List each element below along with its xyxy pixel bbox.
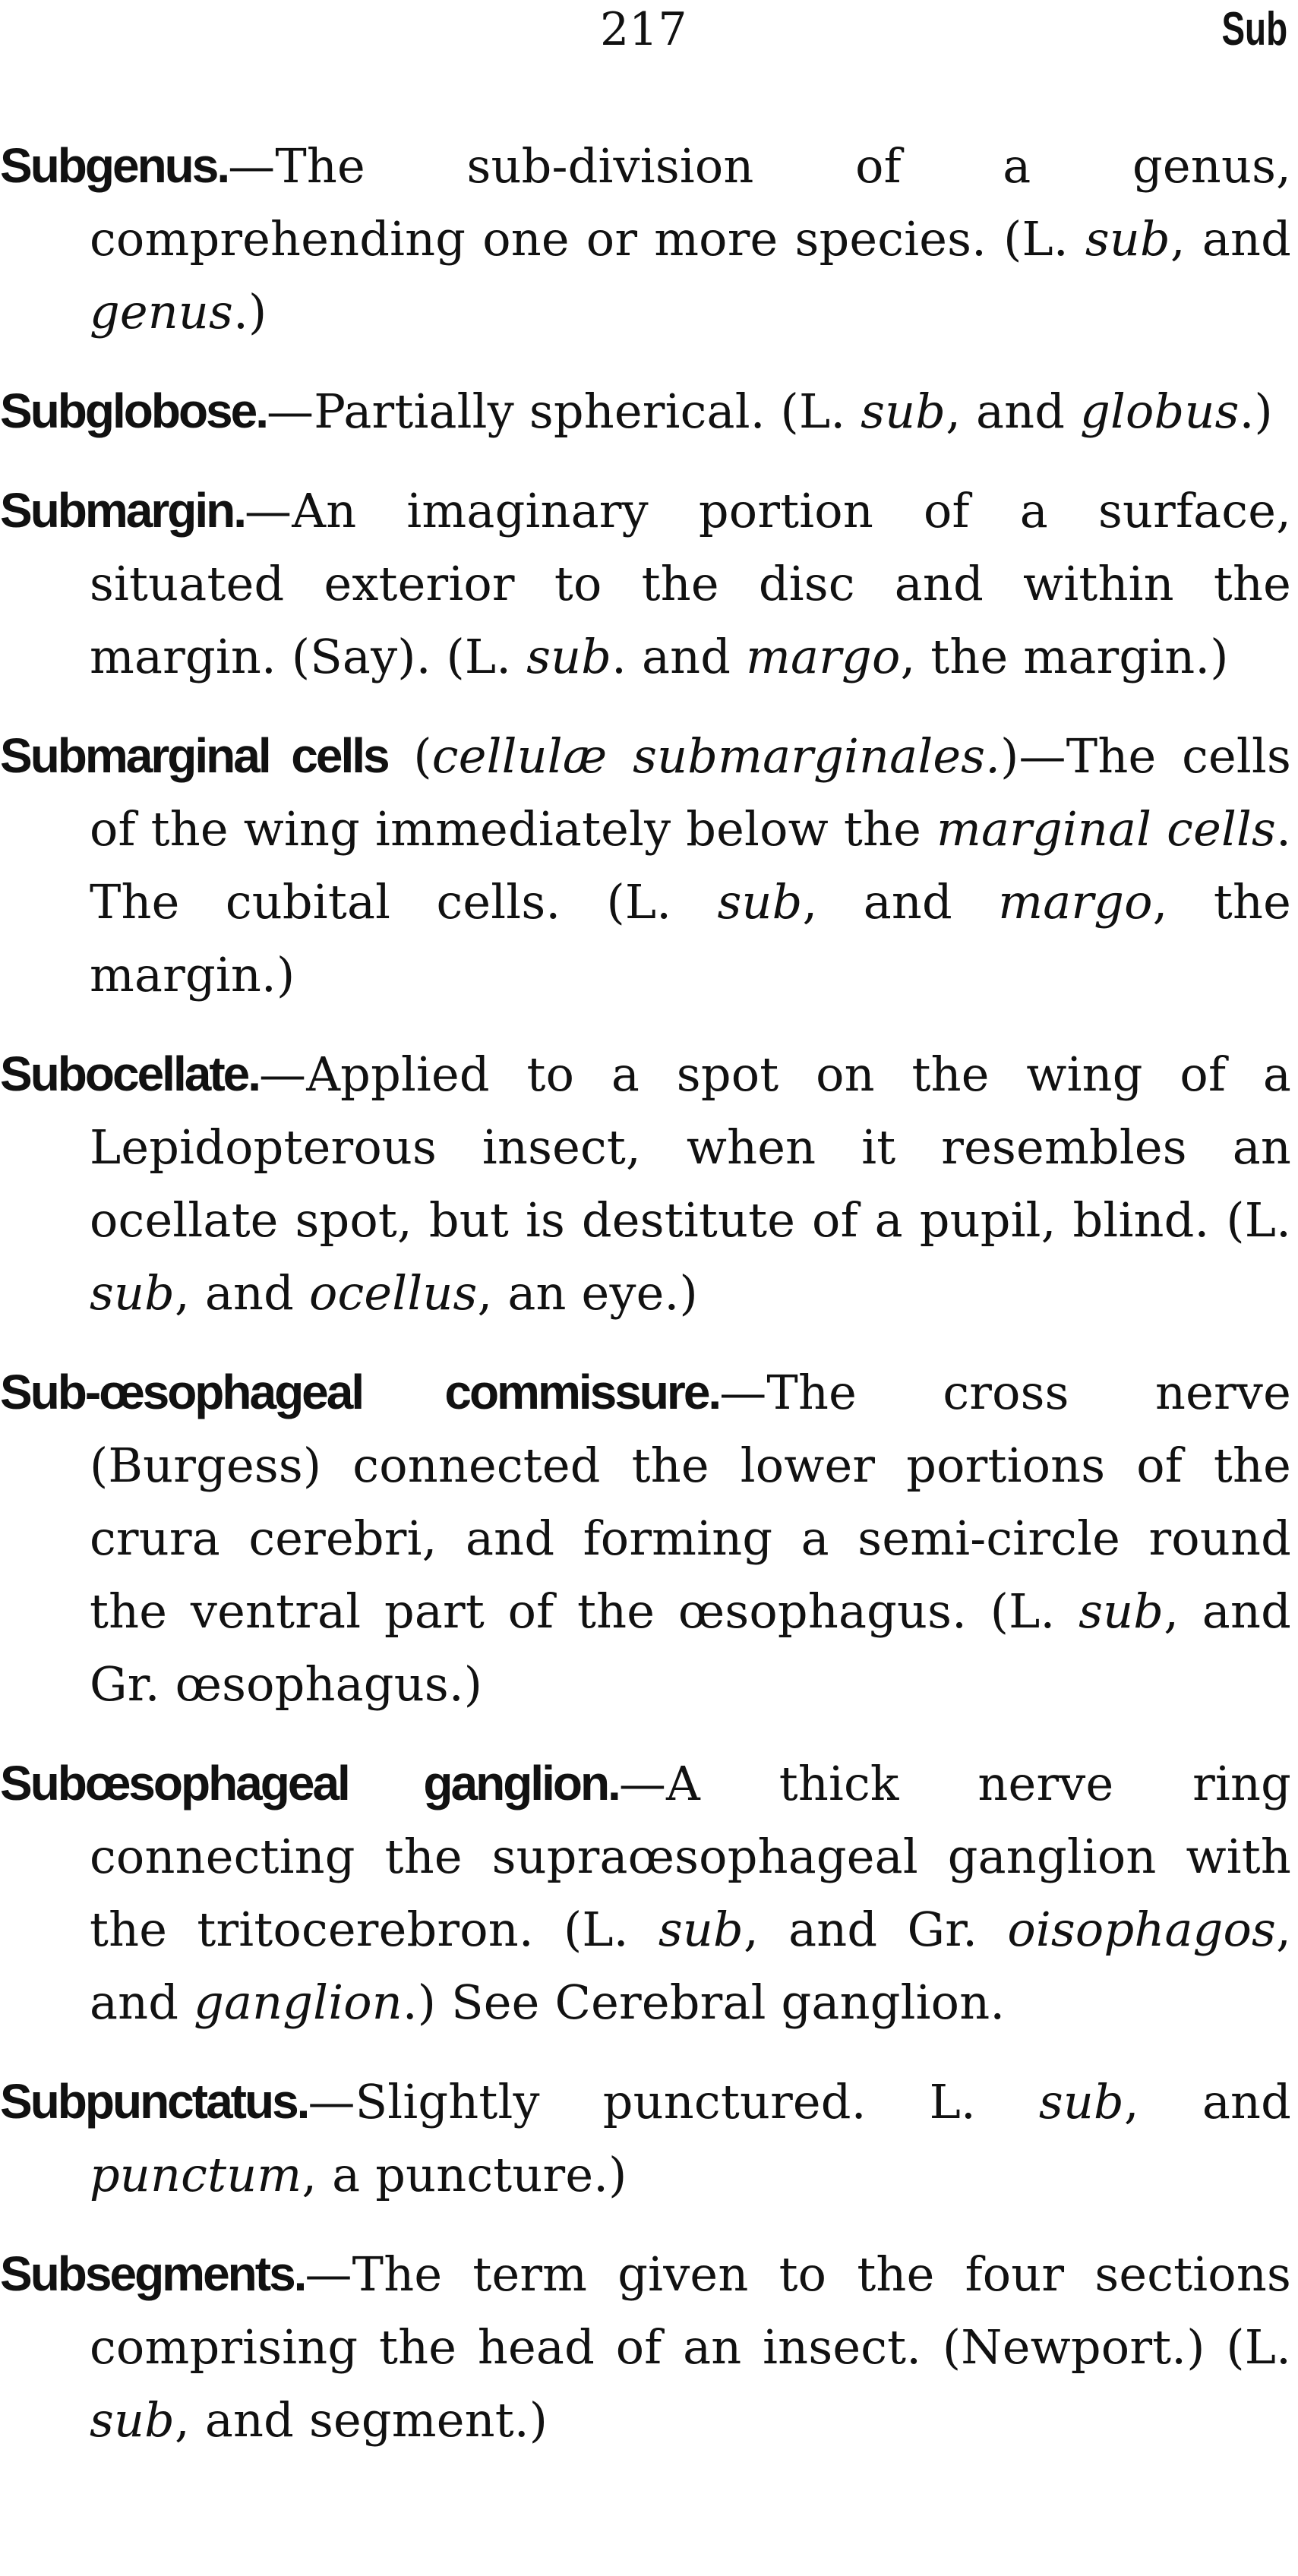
definition-text: , and [1170, 211, 1291, 267]
definition-text: —The term given to the four sections comprising the head of an insect. (Newport.) (L. [90, 2246, 1291, 2375]
latin-term: cellulæ submarginales. [431, 728, 1001, 784]
etymology-term: margo [746, 629, 901, 684]
entry-headword: Subgenus. [0, 138, 229, 193]
entry-headword: Subpunctatus. [0, 2074, 308, 2129]
entry-headword: Subsegments. [0, 2246, 305, 2301]
definition-text: .) [1239, 384, 1273, 439]
etymology-term: sub [658, 1902, 744, 1957]
etymology-term: genus [90, 284, 234, 339]
definition-text: , the margin.) [900, 629, 1229, 684]
entry-subocellate [0, 1037, 1291, 1330]
guide-word: Sub [1221, 3, 1287, 55]
entry-suboesophageal-ganglion [0, 1747, 1291, 2039]
definition-text: , and [946, 384, 1081, 439]
definition-text: , and segment.) [175, 2392, 548, 2448]
cross-reference-term: marginal cells [936, 801, 1277, 857]
definition-text: , and Gr. œsophagus.) [90, 1583, 1291, 1712]
entry-submarginal-cells [0, 719, 1291, 1012]
definition-text: , and Gr. [743, 1902, 1008, 1957]
definition-text: , the margin.) [90, 874, 1291, 1002]
entry-headword: Subglobose. [0, 384, 267, 438]
definition-text: —An imaginary portion of a surface, situated exterior to the disc and within the margin. (Say). (L. [90, 483, 1291, 684]
definition-text: , a puncture.) [302, 2147, 627, 2202]
definition-text: , and [175, 1265, 309, 1321]
etymology-term: ocellus [308, 1265, 478, 1321]
definition-text: , and [1123, 2074, 1292, 2129]
definition-text: —Slightly punctured. L. [308, 2074, 1039, 2129]
entry-headword: Sub-œsophageal commissure. [0, 1365, 720, 1419]
entry-headword: Subocellate. [0, 1046, 259, 1101]
definition-text: ( [387, 728, 432, 784]
etymology-term: sub [1079, 1583, 1164, 1639]
definition-text: .) See Cerebral ganglion. [402, 1975, 1006, 2030]
entry-list [0, 129, 1291, 2483]
etymology-term: sub [90, 2392, 175, 2448]
etymology-term: sub [1038, 2074, 1124, 2129]
definition-text: . The cubital cells. (L. [90, 801, 1291, 930]
etymology-term: punctum [90, 2147, 302, 2202]
etymology-term: oisophagos [1007, 1902, 1277, 1957]
definition-text: , an eye.) [477, 1265, 698, 1321]
entry-subpunctatus [0, 2065, 1291, 2211]
definition-text: —The cross nerve (Burgess) connected the lower portions of the crura cerebri, and forming a semi-circle round the ventral part of the œsophagus. (L. [90, 1365, 1291, 1639]
running-head [0, 0, 1298, 61]
definition-text: —Applied to a spot on the wing of a Lepidopterous insect, when it resembles an ocellate spot, but is destitute of a pupil, blind. (L. [90, 1046, 1291, 1248]
definition-text: )—The cells of the wing immediately below the [90, 728, 1292, 857]
etymology-term: sub [717, 874, 803, 930]
entry-subsegments [0, 2237, 1291, 2457]
definition-text: , and [90, 1902, 1291, 2030]
etymology-term: ganglion [194, 1975, 403, 2030]
etymology-term: sub [526, 629, 612, 684]
entry-headword: Submarginal cells [0, 728, 388, 783]
etymology-term: sub [1085, 211, 1170, 267]
etymology-term: globus [1080, 384, 1240, 439]
definition-text: , and [802, 874, 999, 930]
definition-text: .) [233, 284, 267, 339]
definition-text: . and [611, 629, 747, 684]
etymology-term: margo [998, 874, 1153, 930]
definition-text: —Partially spherical. (L. [267, 384, 861, 439]
page-number: 217 [600, 3, 687, 56]
entry-headword: Submargin. [0, 483, 245, 538]
entry-submargin [0, 474, 1291, 693]
definition-text: —A thick nerve ring connecting the supraœsophageal ganglion with the tritocerebron. (L. [90, 1756, 1292, 1957]
entry-subgenus [0, 129, 1291, 349]
definition-text: —The sub-division of a genus, comprehending one or more species. (L. [90, 138, 1291, 267]
etymology-term: sub [90, 1265, 175, 1321]
entry-sub-oesophageal-commissure [0, 1356, 1291, 1721]
entry-subglobose [0, 374, 1291, 448]
etymology-term: sub [861, 384, 946, 439]
entry-headword: Subœsophageal ganglion. [0, 1756, 619, 1810]
